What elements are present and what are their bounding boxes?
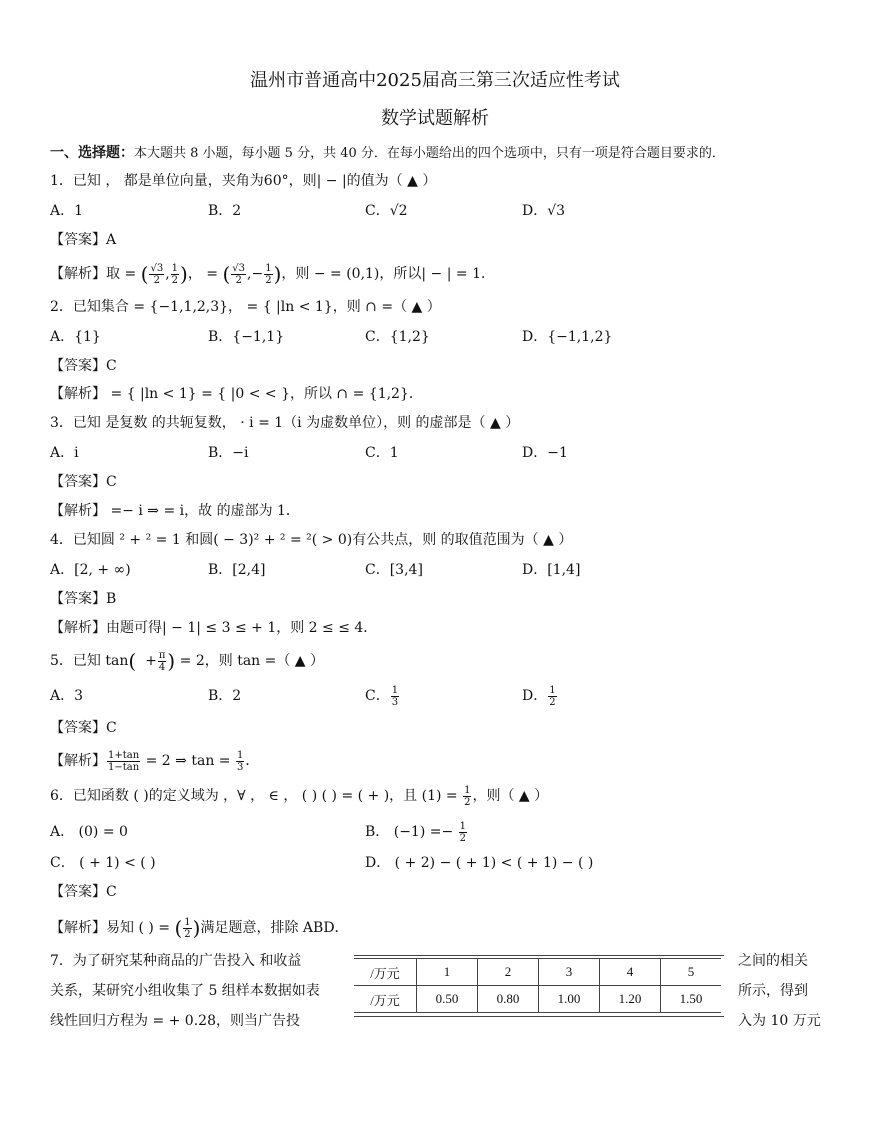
table-cell: 4 xyxy=(600,959,661,986)
table-cell: 1.50 xyxy=(661,986,722,1013)
q1-exp-part-c: ，则 − = (0,1)，所以| − | = 1． xyxy=(281,266,495,282)
section-1-description: 本大题共 8 小题，每小题 5 分，共 40 分．在每小题给出的四个选项中，只有一项是符合题目要求的． xyxy=(134,146,725,161)
q5-stem-part-a: 5．已知 tan xyxy=(50,653,129,669)
fraction: $\frac{1}{2}$ xyxy=(464,784,471,808)
q3-explanation: 【解析】 =− i ⇒ = i，故 的虚部为 1． xyxy=(50,503,300,519)
fraction: $\frac{\pi}{4}$ xyxy=(158,649,166,673)
q5-option-c: C． $\frac{1}{3}$ xyxy=(365,684,399,708)
q5-answer: 【答案】C xyxy=(50,720,117,736)
fraction: $\frac{√3}{2}$ xyxy=(150,262,164,286)
q5-explanation: 【解析】 $\frac{1+\tan}{1-\tan}$ = 2 ⇒ tan = $\frac{1}{3}$ ． xyxy=(50,749,260,773)
table-cell: 1.20 xyxy=(600,986,661,1013)
q3-option-d: D．−1 xyxy=(522,445,568,461)
document-title: 温州市普通高中2025届高三第三次适应性考试 xyxy=(250,70,620,91)
table-cell: 0.80 xyxy=(478,986,539,1013)
q4-option-c: C．[3,4] xyxy=(365,562,423,578)
q5-stem-part-b: = 2，则 tan =（ ▲ ） xyxy=(175,653,325,669)
fraction: $\frac{1}{3}$ xyxy=(391,684,399,708)
fraction: $\frac{√3}{2}$ xyxy=(232,262,246,286)
fraction: $\frac{1+\tan}{1-\tan}$ xyxy=(108,749,140,773)
q3-stem: 3．已知 是复数 的共轭复数， · i = 1（i 为虚数单位），则 的虚部是（ ▲ ） xyxy=(50,415,520,431)
q1-option-b: B．2 xyxy=(208,203,242,219)
q6-answer: 【答案】C xyxy=(50,884,117,900)
q7-line1-right: 之间的相关 xyxy=(738,953,808,969)
table-row xyxy=(354,986,721,1013)
q4-explanation: 【解析】由题可得| − 1| ≤ 3 ≤ + 1，则 2 ≤ ≤ 4． xyxy=(50,620,378,636)
q2-option-d: D．{−1,1,2} xyxy=(522,329,613,345)
q6-explanation: 【解析】易知 ( ) = ( $\frac{1}{2}$ )满足题意，排除 ABD． xyxy=(50,916,349,940)
fraction: $\frac{1}{3}$ xyxy=(236,749,244,773)
q7-data-table xyxy=(354,958,721,1013)
table-cell: 1.00 xyxy=(539,986,600,1013)
q3-answer: 【答案】C xyxy=(50,474,117,490)
q1-exp-part-b: ， = xyxy=(187,266,223,282)
q2-explanation: 【解析】 = { |ln < 1} = { |0 < < }，所以 ∩ = {1,2}． xyxy=(50,386,423,402)
q6-stem: 6．已知函数 ( )的定义域为 ，∀ ， ∈ ， ( ) ( ) = ( + )，且 (1) = $\frac{1}{2}$ ，则（ ▲ ） xyxy=(50,784,549,808)
table-row-header: /万元 xyxy=(354,959,417,986)
q7-table-frame xyxy=(354,955,724,1017)
q2-answer: 【答案】C xyxy=(50,358,117,374)
q2-option-b: B．{−1,1} xyxy=(208,329,285,345)
q6-option-c: C． ( + 1) < ( ) xyxy=(50,855,156,871)
fraction: $\frac{1}{2}$ xyxy=(459,820,467,844)
q1-exp-part-a: 【解析】取 = xyxy=(50,266,141,282)
table-cell: 5 xyxy=(661,959,722,986)
section-1-header xyxy=(50,143,725,164)
q4-answer: 【答案】B xyxy=(50,591,117,607)
q3-option-c: C．1 xyxy=(365,445,399,461)
q5-option-a: A．3 xyxy=(50,688,84,704)
q1-answer: 【答案】A xyxy=(50,232,117,248)
table-row-header: /万元 xyxy=(354,986,417,1013)
fraction: $\frac{1}{2}$ xyxy=(184,916,191,940)
q5-option-d: D． $\frac{1}{2}$ xyxy=(522,684,556,708)
table-cell: 3 xyxy=(539,959,600,986)
q4-stem: 4．已知圆 ² + ² = 1 和圆( − 3)² + ² = ²( > 0)有公共点，则 的取值范围为（ ▲ ） xyxy=(50,532,573,548)
q7-line1-left: 7．为了研究某种商品的广告投入 和收益 xyxy=(50,953,302,969)
q7-line3-right: 入为 10 万元 xyxy=(738,1013,821,1029)
table-cell: 1 xyxy=(417,959,478,986)
q1-option-c: C．√2 xyxy=(365,203,408,219)
q4-option-a: A．[2, + ∞) xyxy=(50,562,131,578)
table-row xyxy=(354,959,721,986)
table-cell: 2 xyxy=(478,959,539,986)
q1-option-a: A．1 xyxy=(50,203,84,219)
q2-option-c: C．{1,2} xyxy=(365,329,430,345)
section-1-heading: 一、选择题： xyxy=(50,145,134,161)
q7-line2-left: 关系，某研究小组收集了 5 组样本数据如表 xyxy=(50,983,320,999)
q6-option-d: D． ( + 2) − ( + 1) < ( + 1) − ( ) xyxy=(365,855,594,871)
fraction: $\frac{1}{2}$ xyxy=(265,262,272,286)
q6-option-a: A． (0) = 0 xyxy=(50,824,128,840)
q7-line3-left: 线性回归方程为 = + 0.28，则当广告投 xyxy=(50,1013,300,1029)
q5-stem: 5．已知 tan( + $\frac{\pi}{4}$ ) = 2，则 tan =（ ▲ ） xyxy=(50,649,325,673)
fraction: $\frac{1}{2}$ xyxy=(171,262,179,286)
q4-option-d: D．[1,4] xyxy=(522,562,581,578)
q2-option-a: A．{1} xyxy=(50,329,101,345)
q2-stem: 2．已知集合 = {−1,1,2,3}， = { |ln < 1}，则 ∩ =（ ▲ ） xyxy=(50,299,441,315)
q7-line2-right: 所示，得到 xyxy=(738,983,808,999)
q3-option-a: A．i xyxy=(50,445,79,461)
fraction: $\frac{1}{2}$ xyxy=(549,684,556,708)
q1-stem: 1．已知 ， 都是单位向量，夹角为60°，则| − |的值为（ ▲ ） xyxy=(50,173,437,189)
q3-option-b: B．−i xyxy=(208,445,249,461)
q5-option-b: B．2 xyxy=(208,688,242,704)
q6-option-b: B． (−1) =− $\frac{1}{2}$ xyxy=(365,820,467,844)
table-cell: 0.50 xyxy=(417,986,478,1013)
q1-explanation: 【解析】取 = ( $\frac{√3}{2}$ , $\frac{1}{2}$ )， = ( $\frac{√3}{2}$ ,− $\frac{1}{2}$ )，则 − = (0,1)，所以| − | = 1． xyxy=(50,262,495,286)
document-subtitle: 数学试题解析 xyxy=(381,108,489,129)
q1-option-d: D．√3 xyxy=(522,203,566,219)
q4-option-b: B．[2,4] xyxy=(208,562,266,578)
